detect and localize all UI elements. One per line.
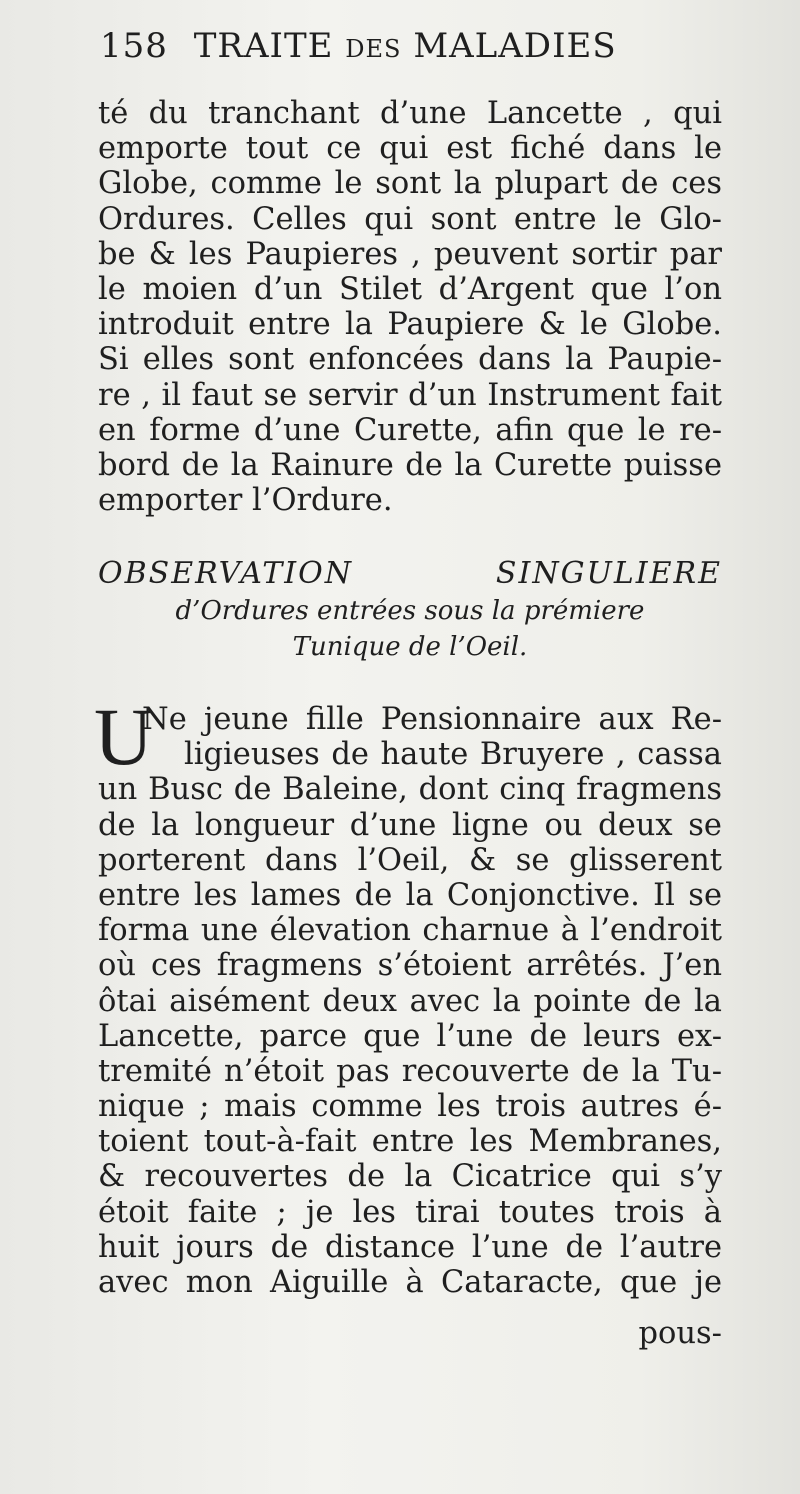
section-subtitle: d’Ordures entrées sous la prémiere: [175, 596, 645, 626]
text-line: bord de la Rainure de la Curette puisse: [98, 447, 722, 483]
text-line: en forme d’une Curette, afin que le re-: [98, 412, 722, 448]
text-line: étoit faite ; je les tirai toutes trois à: [98, 1194, 722, 1230]
text-line: entre les lames de la Conjonctive. Il se: [98, 877, 722, 913]
text-line: & recouvertes de la Cicatrice qui s’y: [98, 1159, 722, 1195]
text-line: té du tranchant d’une Lancette , qui: [98, 96, 722, 131]
text-line: tremité n’étoit pas recouverte de la Tu-: [98, 1053, 722, 1089]
text-line: un Busc de Baleine, dont cinq fragmens: [98, 772, 722, 808]
paragraph-observation: [98, 702, 722, 1300]
text-line: be & les Paupieres , peuvent sortir par: [98, 236, 722, 272]
text-line: Ne jeune fille Pensionnaire aux Re-: [142, 702, 722, 737]
text-line: nique ; mais comme les trois autres é-: [98, 1089, 722, 1125]
text-line: Ordures. Celles qui sont entre le Glo-: [98, 201, 722, 237]
text-line: avec mon Aiguille à Cataracte, que je: [98, 1265, 722, 1300]
catchword: pous-: [638, 1316, 722, 1351]
text-line: emporte tout ce qui est fiché dans le: [98, 131, 722, 167]
drop-cap: U: [94, 691, 154, 782]
text-line: Lancette, parce que l’une de leurs ex-: [98, 1018, 722, 1054]
paragraph-continued: [98, 96, 722, 518]
header-title-a: TRAITE: [193, 26, 334, 66]
running-header: [100, 26, 700, 76]
text-line: re , il faut se servir d’un Instrument fait: [98, 377, 722, 413]
text-line: emporter l’Ordure.: [98, 483, 393, 519]
text-line: introduit entre la Paupiere & le Globe.: [98, 307, 722, 343]
text-line: le moien d’un Stilet d’Argent que l’on: [98, 271, 722, 307]
text-line: où ces fragmens s’étoient arrêtés. J’en: [98, 948, 722, 984]
section-subtitle: Tunique de l’Oeil.: [292, 632, 528, 662]
text-line: Si elles sont enfoncées dans la Paupie-: [98, 342, 722, 378]
section-title: OBSERVATION SINGULIERE: [98, 556, 722, 591]
text-line: forma une élevation charnue à l’endroit: [98, 913, 722, 949]
header-title-b: DES: [345, 35, 402, 63]
text-line: huit jours de distance l’une de l’autre: [98, 1229, 722, 1265]
text-line: porterent dans l’Oeil, & se glisserent: [98, 842, 722, 878]
text-line: ôtai aisément deux avec la pointe de la: [98, 983, 722, 1019]
text-line: ligieuses de haute Bruyere , cassa: [184, 737, 722, 773]
page-number: 158: [100, 26, 168, 66]
header-title-c: MALADIES: [413, 26, 617, 66]
text-line: Globe, comme le sont la plupart de ces: [98, 166, 722, 202]
text-line: de la longueur d’une ligne ou deux se: [98, 807, 722, 843]
text-line: toient tout-à-fait entre les Membranes,: [98, 1124, 722, 1160]
